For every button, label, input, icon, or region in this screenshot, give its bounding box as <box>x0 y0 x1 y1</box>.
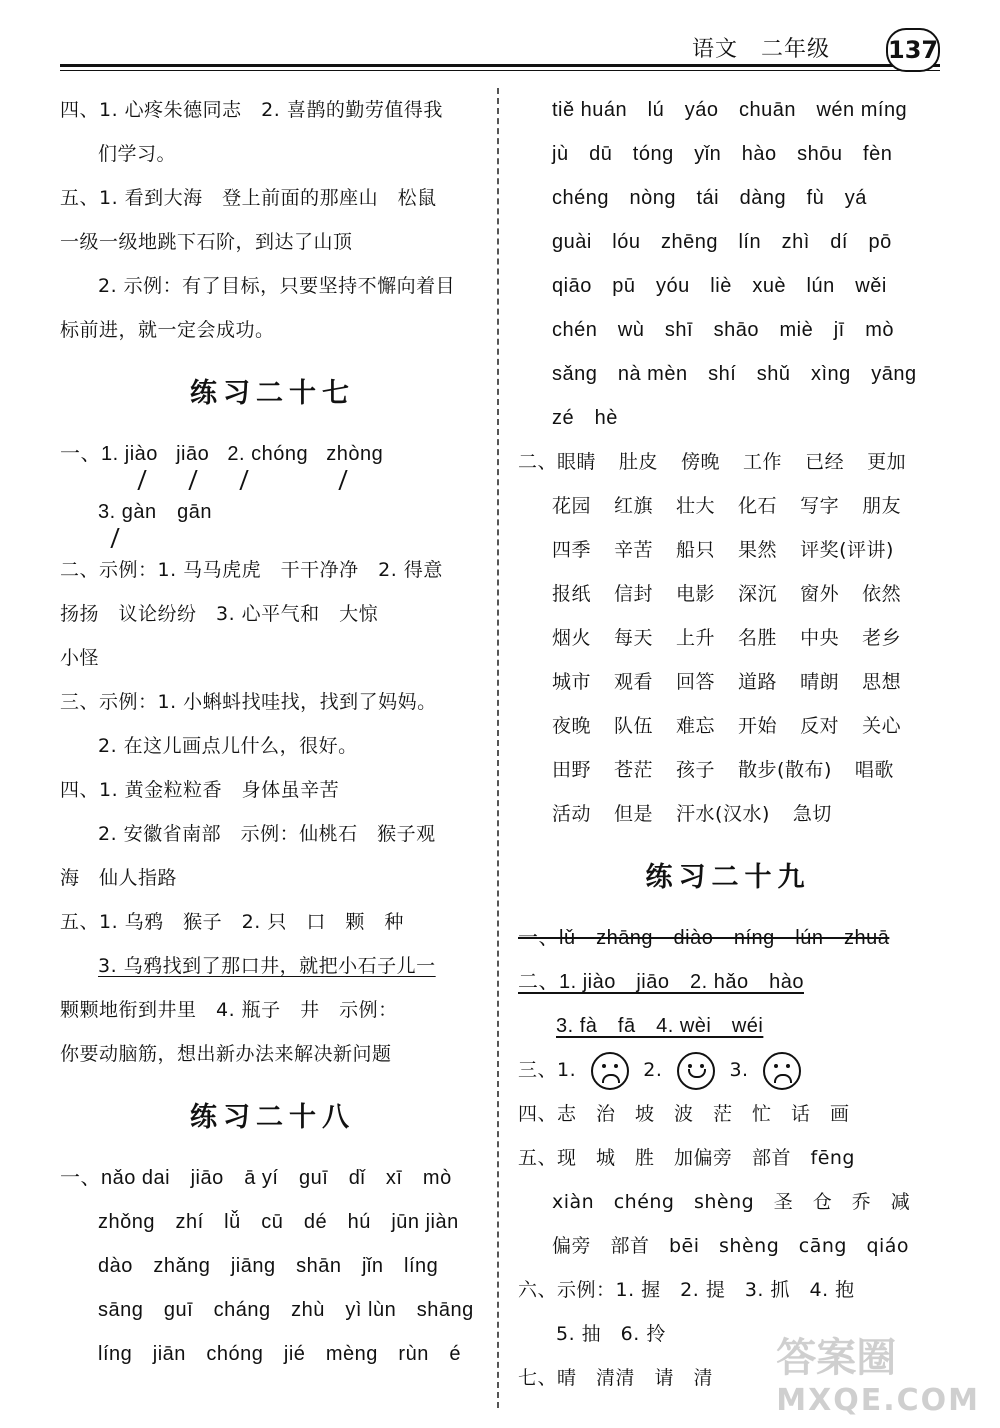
words-row <box>518 528 938 572</box>
header-title: 语文 二年级 <box>691 37 830 62</box>
word: 辛苦 <box>614 539 654 561</box>
pinyin-line: sǎng nà mèn shí shǔ xìng yāng <box>552 363 917 385</box>
word: 花园 <box>552 495 592 517</box>
answer-line: 四、1. 黄金粒粒香 身体虽辛苦 <box>60 779 340 801</box>
answer-line: 六、示例：1. 握 2. 提 3. 抓 4. 抱 <box>518 1279 855 1301</box>
word: 傍晚 <box>681 451 721 473</box>
words-row <box>518 484 938 528</box>
word: 窗外 <box>800 583 840 605</box>
pinyin-option: jiào <box>125 432 158 476</box>
word: 评奖(评讲) <box>800 539 894 561</box>
answer-line: 扬扬 议论纷纷 3. 心平气和 大惊 <box>60 603 379 625</box>
word: 苍茫 <box>614 759 654 781</box>
word: 回答 <box>676 671 716 693</box>
words-row <box>518 440 938 484</box>
word: 依然 <box>862 583 902 605</box>
word: 名胜 <box>738 627 778 649</box>
word: 城市 <box>552 671 592 693</box>
faces-line <box>518 1048 938 1092</box>
sad-face-icon <box>591 1052 629 1090</box>
pinyin-line: qiāo pū yóu liè xuè lún wěi <box>552 275 887 297</box>
watermark-text: 答案圈 <box>776 1335 897 1381</box>
word: 但是 <box>614 803 654 825</box>
words-row <box>518 748 938 792</box>
words-row <box>518 704 938 748</box>
answer-line: 偏旁 部首 bēi shèng cāng qiáo <box>552 1235 910 1257</box>
words-row <box>518 660 938 704</box>
word: 工作 <box>743 451 783 473</box>
word: 活动 <box>552 803 592 825</box>
item-label: 2. <box>643 1059 663 1081</box>
answer-line: 颗颗地衔到井里 4. 瓶子 井 示例： <box>60 999 398 1021</box>
word: 急切 <box>792 803 832 825</box>
answer-line: 五、现 城 胜 加偏旁 部首 fēng <box>518 1147 855 1169</box>
word: 汗水(汉水) <box>676 803 770 825</box>
word: 孩子 <box>676 759 716 781</box>
pinyin-line: líng jiān chóng jié mèng rùn é <box>98 1343 461 1365</box>
word: 老乡 <box>862 627 902 649</box>
word: 唱歌 <box>854 759 894 781</box>
answer-line: 七、晴 清清 请 清 <box>518 1367 714 1389</box>
header-rule-thin <box>60 70 940 71</box>
section-title-27: 练习二十七 <box>190 378 355 409</box>
pinyin-line: chén wù shī shāo miè jī mò <box>552 319 894 341</box>
pinyin-line: sāng guī cháng zhù yì lùn shāng <box>98 1299 474 1321</box>
word: 更加 <box>867 451 907 473</box>
answer-line: 2. 安徽省南部 示例：仙桃石 猴子观 <box>98 823 436 845</box>
word: 四季 <box>552 539 592 561</box>
right-column <box>518 88 938 1400</box>
watermark-url: MXQE.COM <box>776 1383 980 1418</box>
answer-line: 五、1. 乌鸦 猴子 2. 只 口 颗 种 <box>60 911 404 933</box>
sad-face-icon <box>763 1052 801 1090</box>
words-row <box>518 792 938 836</box>
word: 船只 <box>676 539 716 561</box>
word: 田野 <box>552 759 592 781</box>
word: 果然 <box>738 539 778 561</box>
pinyin-option: 3. gàn gān <box>98 490 212 534</box>
pinyin-line: jù dū tóng yǐn hào shōu fèn <box>552 143 893 165</box>
word: 中央 <box>800 627 840 649</box>
pinyin-option: jiāo <box>176 432 209 476</box>
answer-line: 四、志 治 坡 波 茫 忙 话 画 <box>518 1103 850 1125</box>
answer-line: xiàn chéng shèng 圣 仓 乔 减 <box>552 1191 911 1213</box>
column-divider <box>497 88 499 1408</box>
answer-line: 二、示例：1. 马马虎虎 干干净净 2. 得意 <box>60 559 443 581</box>
word: 每天 <box>614 627 654 649</box>
answer-line: 五、1. 看到大海 登上前面的那座山 松鼠 <box>60 187 437 209</box>
pinyin-line: tiě huán lú yáo chuān wén míng <box>552 99 908 121</box>
word: 队伍 <box>614 715 654 737</box>
answer-line: 一级一级地跳下石阶，到达了山顶 <box>60 231 353 253</box>
item-label: 3. <box>729 1059 749 1081</box>
word: 关心 <box>862 715 902 737</box>
answer-line: 四、1. 心疼朱德同志 2. 喜鹊的勤劳值得我 <box>60 99 443 121</box>
word: 观看 <box>614 671 654 693</box>
answer-line: 三、示例：1. 小蝌蚪找哇找，找到了妈妈。 <box>60 691 437 713</box>
watermark-logo <box>776 1326 980 1418</box>
pinyin-check-line <box>60 432 485 476</box>
word: 道路 <box>738 671 778 693</box>
word: 难忘 <box>676 715 716 737</box>
word: 红旗 <box>614 495 654 517</box>
answer-line: 你要动脑筋，想出新办法来解决新问题 <box>60 1043 392 1065</box>
pinyin-line: guài lóu zhēng lín zhì dí pō <box>552 231 892 253</box>
pinyin-line: 一、nǎo dai jiāo ā yí guī dǐ xī mò <box>60 1167 452 1189</box>
word: 深沉 <box>738 583 778 605</box>
word: 散步(散布) <box>738 759 832 781</box>
word: 信封 <box>614 583 654 605</box>
word: 电影 <box>676 583 716 605</box>
pinyin-option: zhòng <box>326 432 383 476</box>
answer-line: 2. 示例：有了目标，只要坚持不懈向着目 <box>98 275 456 297</box>
pinyin-line: chéng nòng tái dàng fù yá <box>552 187 867 209</box>
word: 壮大 <box>676 495 716 517</box>
word: 朋友 <box>862 495 902 517</box>
answer-line: 3. 乌鸦找到了那口井，就把小石子儿一 <box>98 955 436 977</box>
section-title-28: 练习二十八 <box>190 1102 355 1133</box>
pinyin-line: zé hè <box>552 407 618 429</box>
answer-line: 海 仙人指路 <box>60 867 178 889</box>
pinyin-line: 一、lǔ zhāng diào níng lún zhuā <box>518 927 890 949</box>
answer-line: 们学习。 <box>98 143 177 165</box>
word: 报纸 <box>552 583 592 605</box>
pinyin-line: zhǒng zhí lǚ cū dé hú jūn jiàn <box>98 1211 459 1233</box>
answer-line: 标前进，就一定会成功。 <box>60 319 275 341</box>
left-column <box>60 88 485 1376</box>
pinyin-line: 3. fà fā 4. wèi wéi <box>556 1015 764 1037</box>
word: 上升 <box>676 627 716 649</box>
page-header <box>60 20 940 72</box>
pinyin-check-line <box>60 490 485 534</box>
pinyin-option: 2. chóng <box>227 432 308 476</box>
word: 肚皮 <box>619 451 659 473</box>
answer-line: 2. 在这儿画点儿什么，很好。 <box>98 735 358 757</box>
word: 晴朗 <box>800 671 840 693</box>
word: 思想 <box>862 671 902 693</box>
pinyin-line: dào zhǎng jiāng shān jǐn líng <box>98 1255 439 1277</box>
item-label: 三、1. <box>518 1059 577 1081</box>
happy-face-icon <box>677 1052 715 1090</box>
word: 二、眼睛 <box>518 451 597 473</box>
word: 烟火 <box>552 627 592 649</box>
header-rule <box>60 64 940 67</box>
word: 夜晚 <box>552 715 592 737</box>
page-number: 137 <box>886 28 940 72</box>
words-row <box>518 572 938 616</box>
word: 反对 <box>800 715 840 737</box>
word: 化石 <box>738 495 778 517</box>
answer-line: 5. 抽 6. 拎 <box>556 1323 666 1345</box>
section-title-29: 练习二十九 <box>645 862 811 893</box>
pinyin-line: 二、1. jiào jiāo 2. hǎo hào <box>518 971 804 993</box>
word: 已经 <box>805 451 845 473</box>
word: 写字 <box>800 495 840 517</box>
item-label: 一、1. <box>60 443 119 465</box>
words-row <box>518 616 938 660</box>
answer-line: 小怪 <box>60 647 100 669</box>
word: 开始 <box>738 715 778 737</box>
